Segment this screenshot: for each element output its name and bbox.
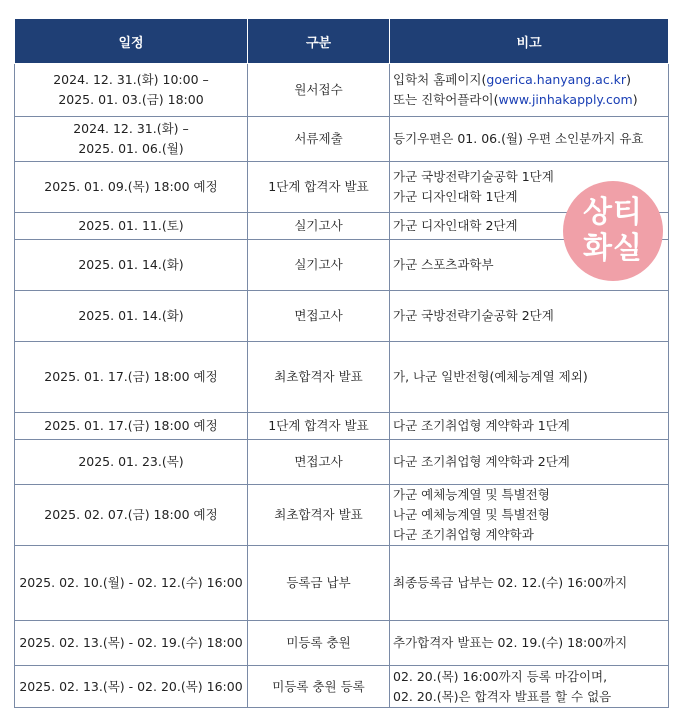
- type-cell: 면접고사: [248, 291, 390, 342]
- date-cell: [15, 64, 248, 117]
- date-cell: 2025. 01. 17.(금) 18:00 예정: [15, 413, 248, 440]
- type-cell: 최초합격자 발표: [248, 485, 390, 546]
- table-header-row: [15, 19, 669, 64]
- table-row: [15, 291, 669, 342]
- note-line: 나군 예체능계열 및 특별전형: [393, 507, 550, 522]
- date-cell: 2025. 02. 10.(월) - 02. 12.(수) 16:00: [15, 546, 248, 621]
- note-cell: 가, 나군 일반전형(예체능계열 제외): [390, 342, 669, 413]
- type-cell: 1단계 합격자 발표: [248, 413, 390, 440]
- note-cell: 다군 조기취업형 계약학과 1단계: [390, 413, 669, 440]
- table-row: [15, 117, 669, 162]
- note-line: 가군 국방전략기술공학 1단계: [393, 169, 554, 184]
- note-line: [393, 70, 665, 90]
- date-cell: 2025. 01. 14.(화): [15, 291, 248, 342]
- date-line: 2024. 12. 31.(화) 10:00 –: [53, 72, 209, 87]
- type-cell: 서류제출: [248, 117, 390, 162]
- note-text: 또는 진학어플라이(: [393, 92, 499, 107]
- header-date: 일정: [15, 19, 248, 64]
- type-cell: 최초합격자 발표: [248, 342, 390, 413]
- note-cell: [390, 64, 669, 117]
- homepage-link[interactable]: goerica.hanyang.ac.kr: [486, 72, 627, 87]
- table-row: [15, 413, 669, 440]
- type-cell: 미등록 충원: [248, 621, 390, 666]
- date-cell: [15, 117, 248, 162]
- type-cell: 실기고사: [248, 213, 390, 240]
- type-cell: 1단계 합격자 발표: [248, 162, 390, 213]
- note-text: ): [632, 92, 638, 107]
- table-row: [15, 342, 669, 413]
- header-note: 비고: [390, 19, 669, 64]
- badge-line: 화실: [583, 231, 643, 266]
- watermark-badge: [563, 181, 663, 281]
- note-cell: 다군 조기취업형 계약학과 2단계: [390, 440, 669, 485]
- note-line: [393, 90, 665, 110]
- date-cell: 2025. 02. 13.(목) - 02. 20.(목) 16:00: [15, 666, 248, 708]
- note-cell: [390, 485, 669, 546]
- type-cell: 원서접수: [248, 64, 390, 117]
- date-line: 2025. 01. 03.(금) 18:00: [58, 92, 204, 107]
- date-cell: 2025. 01. 14.(화): [15, 240, 248, 291]
- type-cell: 실기고사: [248, 240, 390, 291]
- date-cell: 2025. 01. 17.(금) 18:00 예정: [15, 342, 248, 413]
- date-cell: 2025. 02. 13.(목) - 02. 19.(수) 18:00: [15, 621, 248, 666]
- schedule-table: [14, 18, 669, 708]
- date-line: 2025. 01. 06.(월): [78, 141, 184, 156]
- badge-line: 상티: [583, 195, 643, 230]
- note-cell: 가군 국방전략기술공학 2단계: [390, 291, 669, 342]
- note-line: 가군 예체능계열 및 특별전형: [393, 487, 550, 502]
- table-row: [15, 485, 669, 546]
- note-line: 02. 20.(목)은 합격자 발표를 할 수 없음: [393, 688, 612, 704]
- note-line: 가군 디자인대학 1단계: [393, 189, 518, 204]
- date-line: 2024. 12. 31.(화) –: [73, 121, 189, 136]
- header-type: 구분: [248, 19, 390, 64]
- note-cell: 최종등록금 납부는 02. 12.(수) 16:00까지: [390, 546, 669, 621]
- table-row: [15, 546, 669, 621]
- type-cell: 미등록 충원 등록: [248, 666, 390, 708]
- date-cell: 2025. 02. 07.(금) 18:00 예정: [15, 485, 248, 546]
- type-cell: 면접고사: [248, 440, 390, 485]
- table-row: [15, 621, 669, 666]
- table-row: [15, 666, 669, 708]
- note-text: 입학처 홈페이지(: [393, 72, 487, 87]
- table-row: [15, 64, 669, 117]
- note-text: ): [626, 72, 631, 87]
- type-cell: 등록금 납부: [248, 546, 390, 621]
- note-cell: [390, 666, 669, 708]
- jinhakapply-link[interactable]: www.jinhakapply.com: [498, 92, 633, 107]
- note-cell: 추가합격자 발표는 02. 19.(수) 18:00까지: [390, 621, 669, 666]
- note-line: 02. 20.(목) 16:00까지 등록 마감이며,: [393, 668, 608, 684]
- date-cell: 2025. 01. 09.(목) 18:00 예정: [15, 162, 248, 213]
- note-line: 등기우편은 01. 06.(월) 우편 소인분까지 유효: [393, 131, 644, 146]
- note-cell: [390, 117, 669, 162]
- note-line: 다군 조기취업형 계약학과: [393, 527, 534, 542]
- note-cell: 가군 스포츠과학부: [390, 240, 669, 291]
- date-cell: 2025. 01. 11.(토): [15, 213, 248, 240]
- table-row: [15, 440, 669, 485]
- date-cell: 2025. 01. 23.(목): [15, 440, 248, 485]
- note-cell: 가군 디자인대학 2단계: [390, 213, 669, 240]
